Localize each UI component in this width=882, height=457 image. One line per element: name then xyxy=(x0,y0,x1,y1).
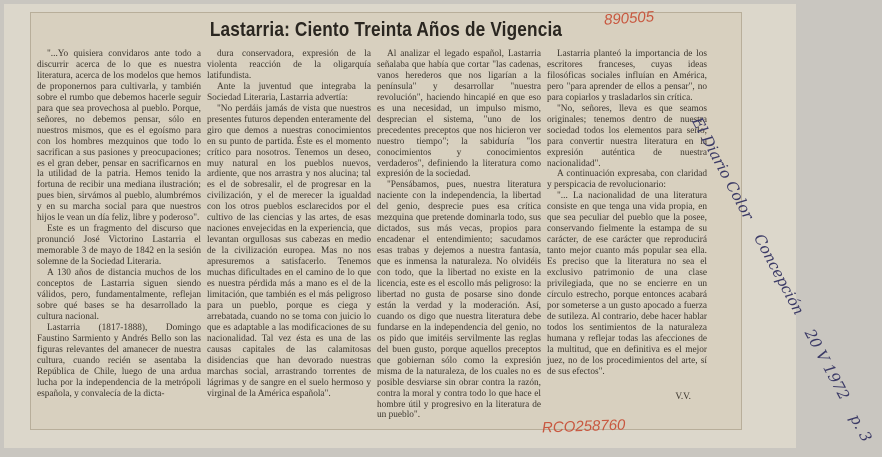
paragraph: "... La nacionalidad de una literatura consiste en que tenga una vida propia, en que sea peculiar del pueblo que la posee, conservando fielmente la estampa de su carácter, de ese carácter que reproducirá tanto mejor cuanto más popular sea ella. Es preciso que la literatura no sea el exclusivo patrimonio de una clase privilegiada, que no se encierre en un círculo estrecho, porque entonces acabará por someterse a un gusto apocado a fuerza de sutileza. Al contrario, debe hacer hablar todos los sentimientos de la naturaleza humana y reflejar todas las afecciones de la multitud, que en definitiva es el mejor juez, no de los procedimientos del arte, sí de sus efectos". xyxy=(547,191,707,377)
article-column-3 xyxy=(377,49,541,425)
archive-stamp-top: 890505 xyxy=(603,8,655,29)
paragraph: A continuación expresaba, con claridad y perspicacia de revolucionario: xyxy=(547,169,707,191)
note-city: Concepción xyxy=(750,230,808,318)
paragraph: Ante la juventud que integraba la Sociedad Literaria, Lastarria advertía: xyxy=(207,81,371,103)
author-signature: V.V. xyxy=(675,391,691,402)
article-column-4 xyxy=(547,49,707,425)
paragraph: "...Yo quisiera convidaros ante todo a discurrir acerca de lo que es nuestra literatura, acerca de los modelos que hemos de proponernos para cultivarla, y también sobre el rumbo que debemos hacerle seguir para que sea provechosa al pueblo. Porque, señores, no debemos pensar, sólo en nuestros mismos, que es el egoísmo para con los hombres mezquinos que todo lo sacrifican a sus pasiones y preocupaciones; es el gran deber, pensar en sacrificarnos en la utilidad de la patria. Hemos tenido la fortuna de recibir una mediana ilustración; pues bien, sirvámos al pueblo, alumbrémos y en su marcha social para que nuestros hijos le vean un día feliz, libre y poderoso". xyxy=(37,49,201,224)
note-page: p. 3 xyxy=(846,411,876,445)
newspaper-clipping xyxy=(30,12,742,430)
paragraph: "No perdáis jamás de vista que nuestros presentes futuros dependen enteramente del giro que demos a nuestras conocimientos en su punto de partida. Éste es el momento crítico para nosotros. Tenemos un deseo, muy natural en los pueblos nuevos, ardiente, que nos arrastra y nos alucina; tal es el de sobresalir, el de progresar en la civilización, y el de merecer la igualdad con los otros pueblos esclarecidos por el cultivo de las ciencias y las artes, de esas naciones envejecidas en la experiencia, que levantan orgullosas sus cabezas en medio de la civilización europea. Mas no nos apresuremos a satisfacerlo. Tenemos muchas dificultades en el camino de lo que es nuestra pérdida más a mano es el de la limitación, que también es el más peligroso para un pueblo, porque es ciega y arrebatada, cuando no se toma con juicio lo que es adaptable a las modificaciones de su nacionalidad. Tal vez ésta es una de las causas capitales de las calamitosas disidencias que han devorado nuestras marchas social, arrastrando torrentes de lágrimas y de sangre en el suelo hermoso y virginal de la América española". xyxy=(207,103,371,399)
article-title: Lastarria: Ciento Treinta Años de Vigencia xyxy=(209,19,563,41)
paragraph: "No, señores, lleva es que seamos originales; tenemos dentro de nuestra sociedad todos los elementos para serlo, para convertir nuestra literatura en la expresión auténtica de nuestra nacionalidad". xyxy=(547,103,707,169)
archive-card xyxy=(4,4,876,448)
article-column-1 xyxy=(37,49,201,425)
paragraph: dura conservadora, expresión de la violenta reacción de la oligarquía latifundista. xyxy=(207,49,371,81)
article-column-2 xyxy=(207,49,371,425)
paragraph: A 130 años de distancia muchos de los conceptos de Lastarria siguen siendo válidos, pero, fundamentalmente, reflejan sobre qué bases se ha desarrollado la cultura nacional. xyxy=(37,268,201,322)
paragraph: Lastarria planteó la importancia de los escritores franceses, cuyas ideas filosóficas sociales influían en América, pero "para aprender de ellos a pensar", no para copiarlos y trasladarlos sin crítica. xyxy=(547,49,707,103)
note-newspaper: El Diario Color xyxy=(688,114,758,223)
note-date: 20 V 1972 xyxy=(800,325,854,403)
paragraph: Al analizar el legado español, Lastarria señalaba que había que cortar "las cadenas, vanos herederos que nos ligarían a la península" y desarrollar "nuestra revolución", haciendo hincapié en que eso es una necesidad, un impulso mismo, desprecian el sistema, "uno de los precedentes preceptos que nos hicieron ver nuestro tiempo"; la sabiduría "los conocimientos y conocimientos verdaderos", definiendo la literatura como expresión de la sociedad. xyxy=(377,49,541,180)
archive-stamp-bottom: RCO258760 xyxy=(541,416,626,437)
paragraph: Lastarria (1817-1888), Domingo Faustino Sarmiento y Andrés Bello son las figuras relevantes del amanecer de nuestra cultura, cuando recién se asentaba la República de Chile, luego de una ardua lucha por la independencia de la metrópoli española, y convalecía de la dicta- xyxy=(37,322,201,399)
paragraph: "Pensábamos, pues, nuestra literatura naciente con la independencia, la libertad del genio, desprecie pues esa crítica mezquina que pretende dominarla todo, sus dictados, sus más vecas, propios para encadenar el entendimiento; sacudamos esas trabas y dejemos a nuestra fantasía, que es inmensa la naturaleza. No olvidéis con todo, que la libertad no existe en la licencia, este es el escollo más peligroso: la libertad no gusta de posarse sino donde están la verdad y la moderación. Así, cuando os digo que nuestra literatura debe fundarse en la independencia del genio, no os pido que imitéis servilmente las reglas del buen gusto, porque aquellos preceptos que gobiernan sólo como la expresión misma de la naturaleza, de los cuales no es posible desviarse sin obrar contra la razón, contra la moral y contra todo lo que hace el hombre útil y progresivo en la literatura de un pueblo". xyxy=(377,180,541,421)
paragraph: Este es un fragmento del discurso que pronunció José Victorino Lastarria el memorable 3 de mayo de 1842 en la sesión solemne de la Sociedad Literaria. xyxy=(37,224,201,268)
